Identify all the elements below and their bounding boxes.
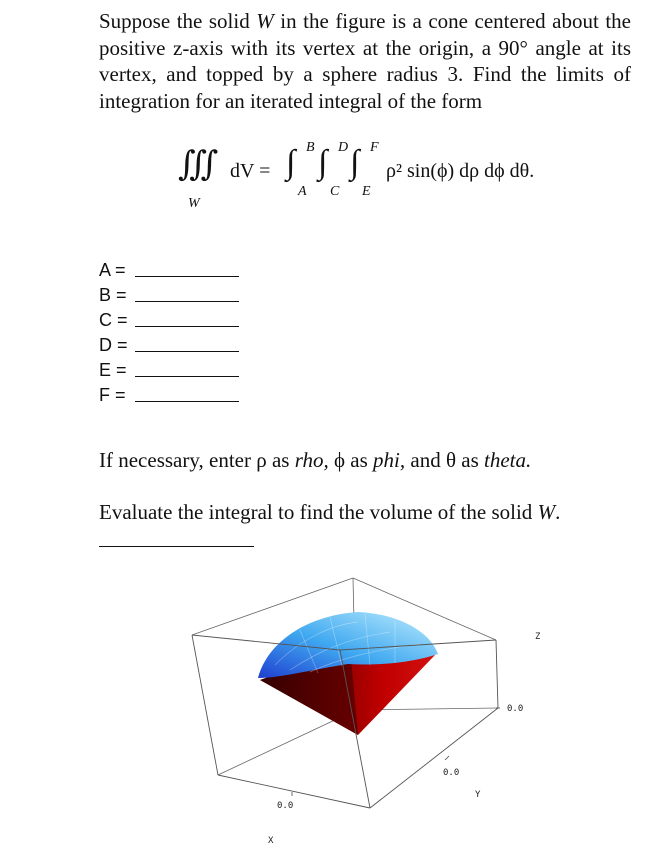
y-tick-label: 0.0: [443, 768, 460, 778]
z-tick-label: 0.0: [507, 704, 524, 714]
note-text-2: ϕ as: [328, 448, 374, 472]
problem-text-1: Suppose the solid: [99, 9, 257, 33]
region-label: W: [188, 196, 200, 211]
note-rho: rho,: [294, 448, 329, 472]
answer-row-a: [99, 256, 239, 281]
evaluate-solid-name: W: [537, 500, 556, 524]
note-text-1: If necessary, enter ρ as: [99, 448, 295, 472]
z-axis-label: Z: [535, 632, 540, 642]
dv-label: dV =: [230, 160, 271, 182]
note-text-3: and θ as: [405, 448, 484, 472]
answer-row-f: [99, 381, 239, 406]
answer-label-d: D =: [99, 335, 128, 355]
lower-limit-a: A: [298, 184, 307, 199]
integral-sign-3: ∫: [350, 144, 360, 181]
answer-row-c: [99, 306, 239, 331]
x-tick-label: 0.0: [277, 801, 294, 811]
entry-note: [99, 448, 531, 473]
problem-text-2: in the figure is a cone centered about the positive z-axis with its vertex at the origin, a 90° angle at its vertex, and topped by a sphere radius 3. Find the limits of integration for an iterated integral of the form: [99, 9, 631, 113]
answer-label-a: A =: [99, 260, 126, 280]
evaluate-text-2: .: [555, 500, 561, 524]
answer-row-d: [99, 331, 239, 356]
x-axis-label: X: [268, 836, 274, 846]
triple-integral-sign: ∭: [178, 146, 219, 183]
answer-input-f[interactable]: [135, 400, 239, 402]
lower-limit-e: E: [362, 184, 371, 199]
answer-row-e: [99, 356, 239, 381]
answer-label-c: C =: [99, 310, 128, 330]
note-theta: theta.: [484, 448, 532, 472]
upper-limit-d: D: [338, 140, 349, 155]
integral-formula: [178, 138, 598, 218]
solid-name: W: [256, 9, 274, 33]
cone-3d-plot: [180, 570, 540, 850]
lower-limit-c: C: [330, 184, 340, 199]
integral-sign-1: ∫: [286, 144, 296, 181]
answer-list: [99, 256, 239, 406]
answer-input-a[interactable]: [135, 275, 239, 277]
plot-ticks: [292, 708, 500, 796]
answer-input-c[interactable]: [135, 325, 239, 327]
answer-input-e[interactable]: [135, 375, 239, 377]
upper-limit-b: B: [306, 140, 315, 155]
volume-answer-input[interactable]: [99, 545, 254, 547]
answer-input-d[interactable]: [135, 350, 239, 352]
integral-sign-2: ∫: [318, 144, 328, 181]
evaluate-text-1: Evaluate the integral to find the volume of the solid: [99, 500, 538, 524]
evaluate-prompt: [99, 500, 560, 525]
answer-input-b[interactable]: [135, 300, 239, 302]
answer-label-e: E =: [99, 360, 127, 380]
note-phi: phi,: [373, 448, 406, 472]
y-axis-label: Y: [475, 790, 481, 800]
answer-row-b: [99, 281, 239, 306]
upper-limit-f: F: [370, 140, 379, 155]
answer-label-f: F =: [99, 385, 126, 405]
answer-label-b: B =: [99, 285, 127, 305]
integrand: ρ² sin(ϕ) dρ dϕ dθ.: [386, 160, 535, 182]
problem-statement: [99, 8, 631, 114]
